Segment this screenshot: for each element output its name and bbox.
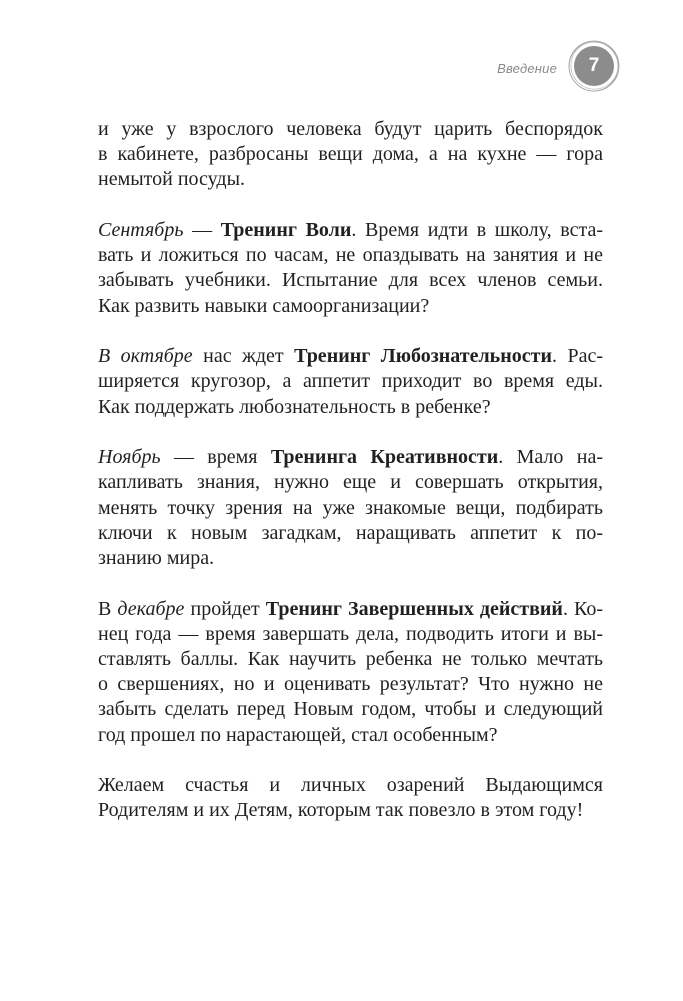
text-run: и уже у взрослого человека будут царить беспорядок [98, 118, 603, 140]
text-run: ключи к новым загадкам, наращивать аппетит к по- [98, 521, 603, 544]
text-run: знанию мира. [98, 547, 215, 570]
text-line [98, 268, 603, 293]
paragraph [98, 445, 603, 571]
page-number: 7 [588, 55, 600, 76]
bold-run: Тренинг Воли [220, 219, 352, 241]
text-run: Родителям и их Детям, которым так повезло в этом году! [98, 799, 584, 822]
text-line [98, 218, 603, 243]
text-line [98, 622, 603, 647]
text-line [98, 697, 603, 722]
italic-run: В октябре [98, 345, 193, 368]
text-run: ширяется кругозор, а аппетит приходит во время еды. [98, 370, 603, 393]
paragraph [98, 597, 603, 748]
text-line [98, 369, 603, 394]
text-run: . Мало на- [498, 446, 603, 469]
text-run: забыть сделать перед Новым годом, чтобы и следующий [98, 698, 603, 721]
text-line [98, 798, 603, 823]
text-line [98, 647, 603, 672]
text-run: в кабинете, разбросаны вещи дома, а на кухне — гора [98, 143, 603, 166]
section-name: Введение [497, 60, 557, 76]
text-line [98, 142, 603, 167]
page-number-badge [567, 39, 621, 93]
text-run: менять точку зрения на уже знакомые вещи, подбирать [98, 496, 603, 519]
text-line [98, 167, 603, 192]
text-run: — [183, 219, 221, 241]
paragraph [98, 773, 603, 823]
text-run: немытой посуды. [98, 168, 246, 191]
text-run: вать и ложиться по часам, не опаздывать на занятия и не [98, 244, 603, 267]
italic-run: Сентябрь [98, 219, 184, 241]
bold-run: Тренинг Любознательности [294, 345, 552, 368]
text-line [98, 723, 603, 748]
text-run: нас ждет [192, 345, 295, 368]
text-line [98, 395, 603, 420]
running-head [497, 54, 621, 82]
text-line [98, 773, 603, 798]
text-run: Желаем счастья и личных озарений Выдающимся [98, 774, 603, 797]
bold-run: Тренинг Завершенных действий [265, 597, 563, 620]
text-run: год прошел по нарастающей, стал особенным? [98, 723, 498, 746]
text-line [98, 294, 603, 319]
text-line [98, 344, 603, 369]
text-run: Как поддержать любознательность в ребенке? [98, 395, 491, 418]
text-line [98, 470, 603, 495]
text-run: забывать учебники. Испытание для всех членов семьи. [98, 269, 603, 292]
paragraph [98, 117, 603, 193]
text-line [98, 117, 603, 142]
italic-run: декабре [117, 597, 185, 620]
text-line [98, 496, 603, 521]
text-run: о свершениях, но и оценивать результат? Что нужно не [98, 673, 603, 696]
text-run: . Ко- [562, 597, 603, 620]
paragraph [98, 344, 603, 420]
text-run: ставлять баллы. Как научить ребенка не только мечтать [98, 648, 603, 671]
text-run: В [98, 597, 118, 620]
text-run: Как развить навыки самоорганизации? [98, 294, 430, 317]
paragraph [98, 218, 603, 319]
text-run: пройдет [184, 597, 266, 620]
text-line [98, 243, 603, 268]
text-line [98, 445, 603, 470]
text-run: — время [160, 446, 271, 469]
text-run: капливать знания, нужно еще и совершать открытия, [98, 471, 603, 494]
text-run: . Рас- [552, 345, 603, 368]
text-run: нец года — время завершать дела, подводить итоги и вы- [98, 622, 603, 645]
text-run: . Время идти в школу, вста- [351, 219, 603, 241]
bold-run: Тренинга Креативности [270, 446, 499, 469]
text-line [98, 521, 603, 546]
italic-run: Ноябрь [98, 446, 161, 469]
text-line [98, 672, 603, 697]
text-line [98, 597, 603, 622]
text-line [98, 546, 603, 571]
body-text [98, 117, 603, 849]
